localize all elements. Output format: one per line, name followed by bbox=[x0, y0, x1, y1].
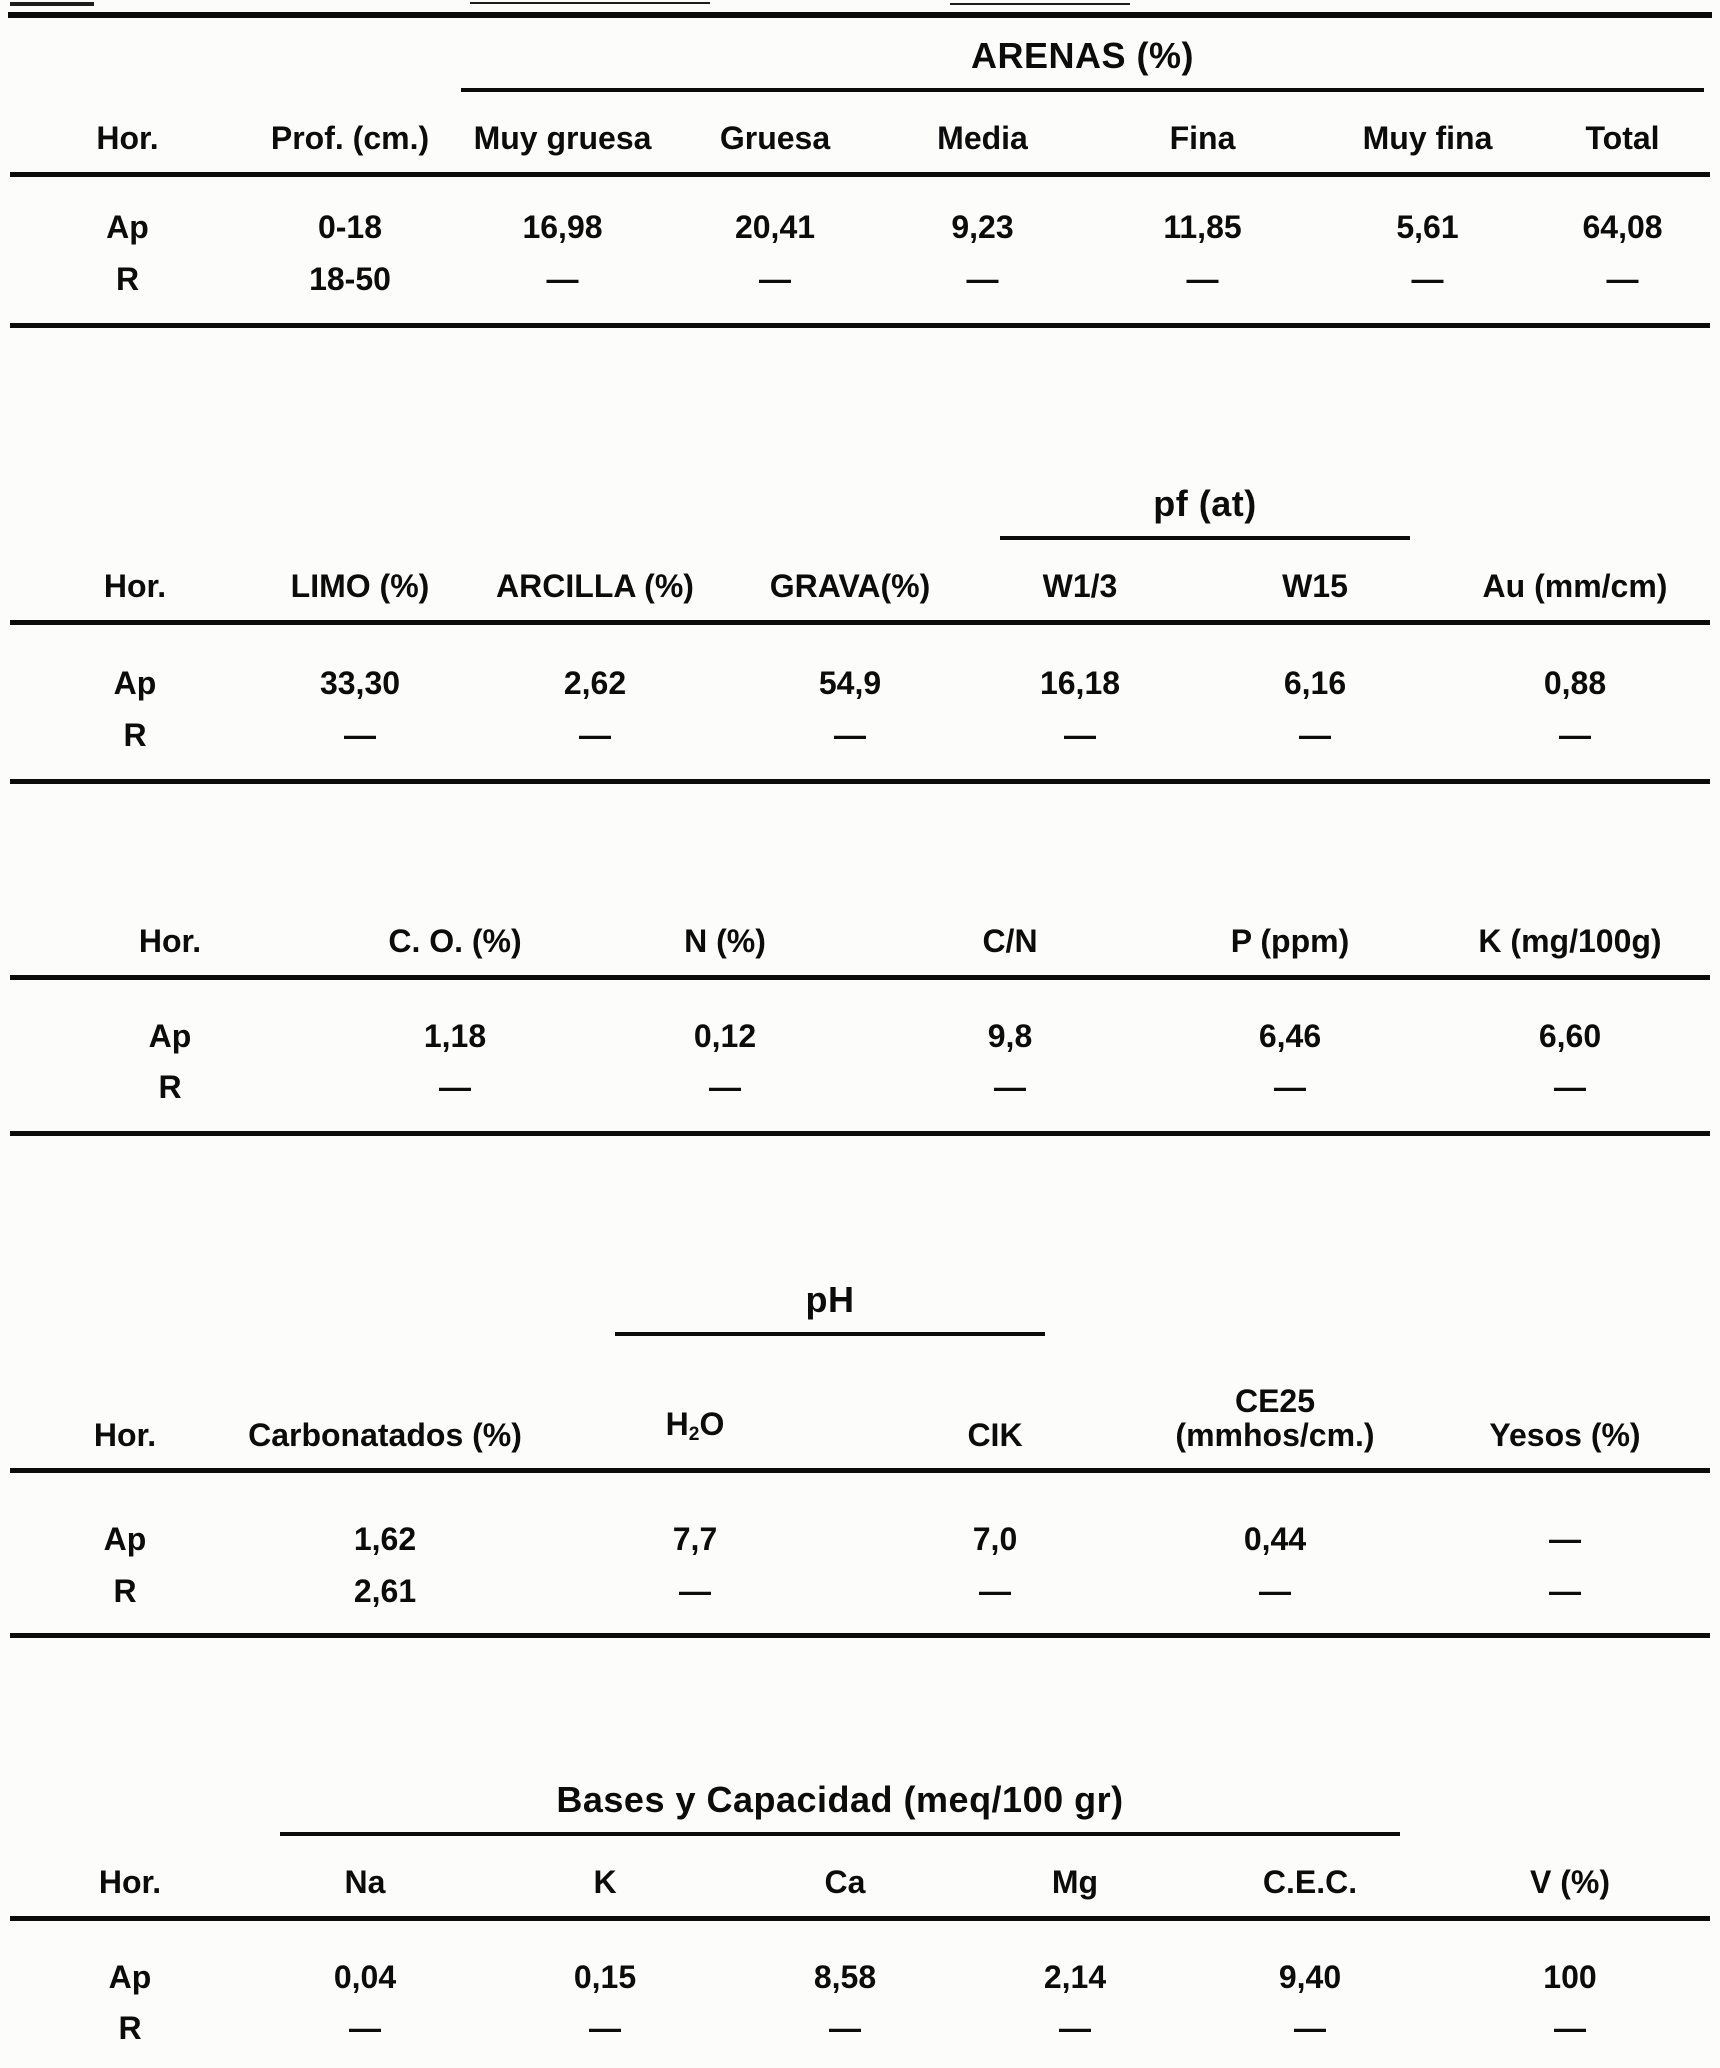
data-cell: — bbox=[1549, 1521, 1581, 1557]
data-cell: — bbox=[589, 2010, 621, 2046]
header-cell: Fina bbox=[1085, 92, 1320, 175]
data-cell: — bbox=[1554, 2010, 1586, 2046]
data-cell: 2,61 bbox=[353, 1573, 417, 1609]
pf-group-title: pf (at) bbox=[1153, 483, 1257, 524]
ph-header-row bbox=[10, 1336, 1710, 1471]
header-cell: Hor. bbox=[10, 1836, 250, 1919]
data-cell: 6,60 bbox=[1538, 1018, 1602, 1054]
row-label-cell: Ap bbox=[148, 1018, 192, 1054]
scan-artifact bbox=[10, 2, 94, 6]
header-cell: C/N bbox=[870, 895, 1150, 978]
data-cell: — bbox=[344, 717, 376, 753]
table-row bbox=[10, 1995, 1710, 2068]
data-cell: — bbox=[1549, 1573, 1581, 1609]
data-cell: 0,88 bbox=[1543, 665, 1607, 701]
table-row bbox=[10, 1471, 1710, 1558]
ph-group-row bbox=[10, 1280, 1710, 1336]
data-cell: — bbox=[1559, 717, 1591, 753]
data-cell: — bbox=[546, 261, 579, 297]
table-row bbox=[10, 1054, 1710, 1134]
data-cell: 6,16 bbox=[1283, 665, 1347, 701]
bases-header-row bbox=[10, 1836, 1710, 1919]
table-row bbox=[10, 701, 1710, 782]
row-label-cell: Ap bbox=[113, 665, 157, 701]
data-cell: 33,30 bbox=[319, 665, 401, 701]
header-cell: Hor. bbox=[10, 1336, 240, 1471]
data-cell: 9,23 bbox=[951, 209, 1014, 245]
table-row bbox=[10, 175, 1710, 246]
header-cell: Mg bbox=[960, 1836, 1190, 1919]
table-row bbox=[10, 245, 1710, 326]
table-row bbox=[10, 1919, 1710, 1996]
header-cell: K bbox=[480, 1836, 730, 1919]
data-cell: 100 bbox=[1543, 1959, 1597, 1995]
row-label-cell: R bbox=[123, 717, 147, 753]
ph-group-cell bbox=[530, 1280, 1130, 1336]
spacer-cell bbox=[10, 1280, 530, 1336]
header-cell: Carbonatados (%) bbox=[240, 1336, 530, 1471]
header-cell: W1/3 bbox=[970, 540, 1190, 623]
bases-group-row bbox=[10, 1780, 1710, 1836]
row-label-cell: R bbox=[158, 1069, 182, 1105]
header-cell: Hor. bbox=[10, 895, 330, 978]
h2o-pre: H bbox=[665, 1406, 689, 1443]
h2o-subscript: 2 bbox=[688, 1424, 700, 1445]
data-cell: — bbox=[1064, 717, 1096, 753]
data-cell: 0,44 bbox=[1243, 1521, 1307, 1557]
data-cell: — bbox=[579, 717, 611, 753]
texture-pf-table bbox=[10, 484, 1710, 784]
header-cell: CIK bbox=[860, 1336, 1130, 1471]
data-cell: — bbox=[1554, 1069, 1586, 1105]
row-label-cell: R bbox=[115, 261, 140, 297]
data-cell: — bbox=[979, 1573, 1011, 1609]
header-cell: ARCILLA (%) bbox=[460, 540, 730, 623]
header-cell-ce25 bbox=[1130, 1336, 1420, 1471]
header-cell: Total bbox=[1535, 92, 1710, 175]
arenas-group-cell bbox=[455, 18, 1710, 92]
header-cell: C. O. (%) bbox=[330, 895, 580, 978]
data-cell: — bbox=[349, 2010, 381, 2046]
data-cell: 2,62 bbox=[563, 665, 627, 701]
organic-matter-table bbox=[10, 895, 1710, 1136]
header-cell: K (mg/100g) bbox=[1430, 895, 1710, 978]
header-cell-h2o bbox=[530, 1336, 860, 1471]
data-cell: — bbox=[439, 1069, 471, 1105]
header-cell: LIMO (%) bbox=[260, 540, 460, 623]
ph-table bbox=[10, 1280, 1710, 1638]
data-cell: 64,08 bbox=[1582, 209, 1663, 245]
arenas-header-row bbox=[10, 92, 1710, 175]
data-cell: 8,58 bbox=[813, 1959, 877, 1995]
spacer-cell bbox=[1430, 1780, 1710, 1836]
arenas-table bbox=[10, 18, 1710, 328]
header-cell: W15 bbox=[1190, 540, 1440, 623]
data-cell: 9,8 bbox=[987, 1018, 1033, 1054]
data-cell: — bbox=[759, 261, 791, 297]
row-label-cell: Ap bbox=[103, 1521, 147, 1557]
data-cell: 7,7 bbox=[672, 1521, 718, 1557]
data-cell: — bbox=[829, 2010, 861, 2046]
data-cell: 1,62 bbox=[353, 1521, 417, 1557]
data-cell: — bbox=[1606, 261, 1639, 297]
data-cell: 5,61 bbox=[1396, 209, 1459, 245]
row-label-cell: Ap bbox=[108, 1959, 152, 1995]
data-cell: 0,15 bbox=[573, 1959, 637, 1995]
data-cell: 9,40 bbox=[1278, 1959, 1342, 1995]
data-cell: 16,98 bbox=[522, 209, 603, 245]
data-cell: 0,12 bbox=[693, 1018, 757, 1054]
header-cell: Au (mm/cm) bbox=[1440, 540, 1710, 623]
spacer-cell bbox=[10, 1780, 250, 1836]
spacer-cell bbox=[10, 18, 455, 92]
header-cell: N (%) bbox=[580, 895, 870, 978]
scan-artifact bbox=[950, 3, 1130, 5]
bases-capacity-table bbox=[10, 1780, 1710, 2068]
data-cell: 2,14 bbox=[1043, 1959, 1107, 1995]
arenas-group-title: ARENAS (%) bbox=[971, 35, 1195, 76]
header-cell: GRAVA(%) bbox=[730, 540, 970, 623]
data-cell: — bbox=[1186, 261, 1219, 297]
pf-group-row bbox=[10, 484, 1710, 540]
bases-group-cell bbox=[250, 1780, 1430, 1836]
data-cell: — bbox=[1274, 1069, 1306, 1105]
data-cell: — bbox=[1411, 261, 1444, 297]
data-cell: 11,85 bbox=[1163, 209, 1242, 245]
data-cell: — bbox=[679, 1573, 711, 1609]
header-cell: Prof. (cm.) bbox=[245, 92, 455, 175]
data-cell: 20,41 bbox=[734, 209, 816, 245]
data-cell: — bbox=[1059, 2010, 1091, 2046]
data-cell: — bbox=[1299, 717, 1331, 753]
table-row bbox=[10, 978, 1710, 1055]
data-cell: 0,04 bbox=[333, 1959, 397, 1995]
header-cell: Gruesa bbox=[670, 92, 880, 175]
organic-header-row bbox=[10, 895, 1710, 978]
data-cell: — bbox=[994, 1069, 1026, 1105]
scan-artifact bbox=[470, 2, 710, 4]
table-row bbox=[10, 623, 1710, 702]
header-cell: Hor. bbox=[10, 540, 260, 623]
data-cell: 18-50 bbox=[309, 261, 391, 297]
data-cell: 7,0 bbox=[972, 1521, 1018, 1557]
ph-group-title: pH bbox=[805, 1279, 855, 1320]
pf-group-cell bbox=[970, 484, 1440, 540]
bases-group-title: Bases y Capacidad (meq/100 gr) bbox=[556, 1779, 1124, 1820]
header-cell: Media bbox=[880, 92, 1085, 175]
header-cell: Na bbox=[250, 1836, 480, 1919]
texture-header-row bbox=[10, 540, 1710, 623]
spacer-cell bbox=[10, 484, 970, 540]
header-cell: Muy gruesa bbox=[455, 92, 670, 175]
row-label-cell: Ap bbox=[106, 209, 149, 245]
row-label-cell: R bbox=[118, 2010, 142, 2046]
row-label-cell: R bbox=[113, 1573, 137, 1609]
data-cell: 54,9 bbox=[818, 665, 882, 701]
header-cell: Yesos (%) bbox=[1420, 1336, 1710, 1471]
data-cell: — bbox=[834, 717, 866, 753]
arenas-group-row bbox=[10, 18, 1710, 92]
header-cell: Hor. bbox=[10, 92, 245, 175]
table-row bbox=[10, 1557, 1710, 1636]
header-cell: Muy fina bbox=[1320, 92, 1535, 175]
header-cell: P (ppm) bbox=[1150, 895, 1430, 978]
data-cell: — bbox=[1259, 1573, 1291, 1609]
header-cell: Ca bbox=[730, 1836, 960, 1919]
data-cell: — bbox=[966, 261, 999, 297]
header-cell: C.E.C. bbox=[1190, 1836, 1430, 1919]
data-cell: — bbox=[709, 1069, 741, 1105]
spacer-cell bbox=[1440, 484, 1710, 540]
ce25-line2: (mmhos/cm.) bbox=[1175, 1417, 1375, 1453]
h2o-post: O bbox=[699, 1406, 725, 1443]
data-cell: 0-18 bbox=[317, 209, 383, 245]
data-cell: — bbox=[1294, 2010, 1326, 2046]
ce25-line1: CE25 bbox=[1234, 1383, 1316, 1419]
data-cell: 1,18 bbox=[423, 1018, 487, 1054]
spacer-cell bbox=[1130, 1280, 1710, 1336]
data-cell: 16,18 bbox=[1039, 665, 1121, 701]
header-cell: V (%) bbox=[1430, 1836, 1710, 1919]
data-cell: 6,46 bbox=[1258, 1018, 1322, 1054]
